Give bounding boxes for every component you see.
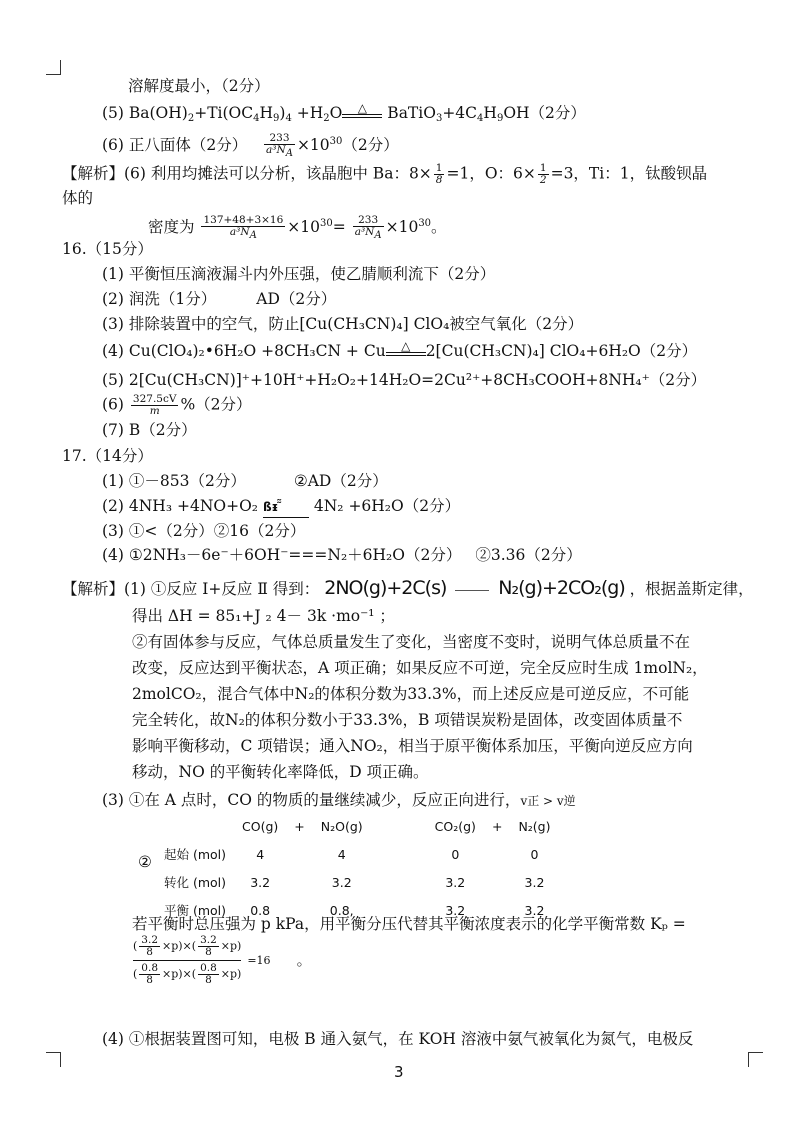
circled-number: ② — [138, 853, 152, 871]
analysis-line: 改变，反应达到平衡状态，A 项正确；如果反应不可逆，完全反应时生成 1molN₂， — [132, 659, 708, 677]
corner-mark-bottom-left — [46, 1052, 61, 1067]
page-number: 3 — [394, 1063, 404, 1081]
analysis-line: (3) ①在 A 点时，CO 的物质的量继续减少，反应正向进行，v正 > v逆 — [102, 791, 576, 809]
analysis-line: (4) ①根据装置图可知，电极 B 通入氨气，在 KOH 溶液中氨气被氧化为氮气，电极反 — [102, 1030, 694, 1048]
answer-line: (2) 润洗（1分） AD（2分） — [102, 290, 337, 308]
analysis-line: 影响平衡移动，C 项错误；通入NO₂，相当于原平衡体系加压，平衡向逆反应方向 — [132, 737, 693, 755]
answer-line: (3) 排除装置中的空气，防止[Cu(CH₃CN)₄] ClO₄被空气氧化（2分） — [102, 315, 584, 333]
analysis-line: 若平衡时总压强为 p kPa，用平衡分压代替其平衡浓度表示的化学平衡常数 Kₚ = — [132, 915, 686, 933]
table-header-row: CO(g) + N₂O(g) CO₂(g) + N₂(g) — [242, 818, 551, 834]
answer-line: (5) 2[Cu(CH₃CN)]⁺+10H⁺+H₂O₂+14H₂O=2Cu²⁺+8CH₃COOH+8NH₄⁺（2分） — [102, 371, 707, 389]
answer-line: (4) Cu(ClO₄)₂•6H₂O +8CH₃CN + Cu △ 2[Cu(CH₃CN)₄] ClO₄+6H₂O（2分） — [102, 339, 698, 360]
corner-mark-bottom-right — [748, 1052, 763, 1067]
answer-line: (7) B（2分） — [102, 421, 197, 439]
answer-line: (3) ①<（2分）②16（2分） — [102, 522, 306, 540]
table-row: 转化 (mol) 3.2 3.2 3.2 3.2 — [164, 874, 545, 890]
analysis-line: 移动，NO 的平衡转化率降低，D 项正确。 — [132, 763, 429, 781]
equilibrium-table — [156, 812, 559, 924]
heating-equals-sign: △ — [342, 108, 382, 118]
kp-expression: ( $\frac{3.2}{8}$ ×p)×( $\frac{3.2}{8}$ ×p) ( $\frac{0.8}{8}$ ×p)×( $\frac{0.8}{8}$ ×p) =16 。 — [133, 934, 312, 986]
section-title-16: 16.（15分） — [62, 240, 153, 258]
answer-line: (1) ①－853（2分） ②AD（2分） — [102, 472, 388, 490]
heating-equals-sign: △ — [386, 346, 426, 356]
corner-mark-top-left — [46, 60, 61, 75]
analysis-line: 【解析】(6) 利用均摊法可以分析，该晶胞中 Ba：8× $\frac{1}{8}$ =1，O：6× $\frac{1}{2}$ =3，Ti：1，钛酸钡晶 — [62, 162, 708, 186]
answer-line: 溶解度最小，（2分） — [128, 77, 270, 95]
answer-line: (1) 平衡恒压滴液漏斗内外压强，使乙腈顺利流下（2分） — [102, 265, 496, 283]
table-row: 起始 (mol) 4 4 0 0 — [164, 846, 539, 862]
analysis-line: 【解析】(1) ①反应 Ⅰ+反应 Ⅱ 得到： 2NO(g)+2C(s) N₂(g)+2CO₂(g) ，根据盖斯定律， — [62, 577, 754, 599]
section-title-17: 17.（14分） — [62, 447, 153, 465]
answer-line: (6) $\frac{327.5cV}{m}$ %（2分） — [102, 393, 252, 417]
answer-line-5: (5) $Ba(OH)_2+Ti(OC_4H_9)_4 +H_2O$ △ $BaTiO_3+4C_4H_9OH(2$分） — [102, 101, 586, 124]
table-row: 平衡 (mol) 0.8 0.8, 3.2 3.2 — [164, 902, 545, 918]
analysis-line: ②有固体参与反应，气体总质量发生了变化，当密度不变时，说明气体总质量不在 — [132, 633, 691, 651]
catalyst-condition: ßᵻ ̃̃ — [263, 497, 309, 518]
analysis-line: 2molCO₂，混合气体中N₂的体积分数为33.3%，而上述反应是可逆反应，不可能 — [132, 685, 690, 703]
density-formula: 密度为 $\frac{137+48+3\times 16}{a^3N_A}$ $\times 10^{30}=$ $\frac{233}{a^3N_A}$ $\times 10^{30}$。 — [148, 214, 447, 241]
answer-line-6: (6) 正八面体（2分） $\frac{233}{a^3N_A}$ $\times 10^{30}(2$分） — [102, 132, 399, 159]
analysis-line: 完全转化，故N₂的体积分数小于33.3%，B 项错误炭粉是固体，改变固体质量不 — [132, 711, 683, 729]
analysis-line: 体的 — [62, 189, 94, 207]
fraction: $\frac{233}{a^3N_A}$ — [266, 132, 293, 159]
answer-line: (4) ①2NH₃－6e⁻＋6OH⁻===N₂＋6H₂O（2分） ②3.36（2分） — [102, 546, 582, 564]
analysis-line: 得出 ΔH = 85₁+J ₂ 4－ 3k ·mo⁻¹ ； — [132, 607, 395, 625]
answer-line: (2) 4NH₃ +4NO+O₂ ßᵻ ̃̃ 4N₂ +6H₂O（2分） — [102, 496, 460, 518]
